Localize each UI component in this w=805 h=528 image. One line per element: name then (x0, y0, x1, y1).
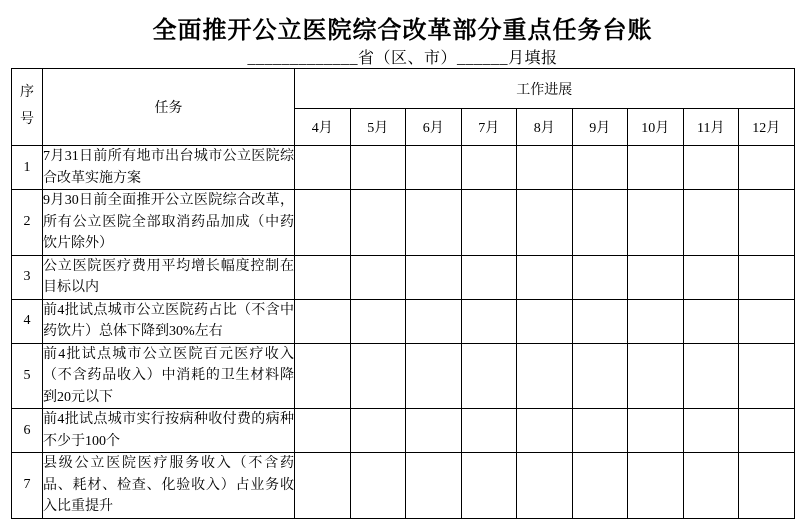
column-header-month-sep: 9月 (572, 109, 628, 146)
progress-cell (350, 453, 406, 519)
report-header-blanks: _____________省（区、市）______月填报 (247, 50, 558, 67)
task-text: 7月31日前所有地市出台城市公立医院综合改革实施方案 (43, 146, 295, 190)
progress-cell (628, 453, 684, 519)
progress-cell (572, 146, 628, 190)
progress-cell (461, 453, 517, 519)
row-number: 4 (12, 299, 43, 343)
row-number: 2 (12, 190, 43, 256)
table-row (12, 299, 795, 343)
progress-cell (628, 343, 684, 409)
row-number: 1 (12, 146, 43, 190)
progress-cell (461, 409, 517, 453)
progress-cell (517, 343, 573, 409)
progress-cell (628, 190, 684, 256)
task-text: 前4批试点城市公立医院百元医疗收入（不含药品收入）中消耗的卫生材料降到20元以下 (43, 343, 295, 409)
table-row (12, 453, 795, 519)
progress-cell (350, 409, 406, 453)
progress-cell (406, 453, 462, 519)
column-header-month-oct: 10月 (628, 109, 684, 146)
progress-cell (628, 255, 684, 299)
column-header-progress: 工作进展 (295, 69, 795, 109)
progress-cell (350, 299, 406, 343)
progress-cell (739, 453, 795, 519)
progress-cell (683, 409, 739, 453)
progress-cell (350, 343, 406, 409)
progress-cell (572, 343, 628, 409)
progress-cell (683, 299, 739, 343)
column-header-month-may: 5月 (350, 109, 406, 146)
progress-cell (517, 299, 573, 343)
column-header-month-jun: 6月 (406, 109, 462, 146)
progress-cell (406, 146, 462, 190)
progress-cell (517, 146, 573, 190)
column-header-month-nov: 11月 (683, 109, 739, 146)
table-row (12, 343, 795, 409)
row-number: 3 (12, 255, 43, 299)
progress-cell (739, 146, 795, 190)
progress-cell (739, 299, 795, 343)
table-row (12, 255, 795, 299)
progress-cell (295, 255, 351, 299)
task-text: 县级公立医院医疗服务收入（不含药品、耗材、检查、化验收入）占业务收入比重提升 (43, 453, 295, 519)
column-header-serial (12, 69, 43, 146)
progress-cell (572, 255, 628, 299)
progress-cell (406, 343, 462, 409)
progress-cell (683, 453, 739, 519)
progress-cell (295, 453, 351, 519)
progress-cell (406, 299, 462, 343)
table-row (12, 409, 795, 453)
progress-cell (517, 453, 573, 519)
column-header-month-apr: 4月 (295, 109, 351, 146)
progress-cell (517, 409, 573, 453)
column-header-month-dec: 12月 (739, 109, 795, 146)
progress-cell (295, 146, 351, 190)
progress-cell (683, 343, 739, 409)
progress-cell (350, 190, 406, 256)
table-row (12, 146, 795, 190)
progress-cell (739, 190, 795, 256)
progress-cell (461, 146, 517, 190)
progress-cell (406, 255, 462, 299)
progress-cell (572, 409, 628, 453)
progress-cell (739, 255, 795, 299)
document-title: 全面推开公立医院综合改革部分重点任务台账 (152, 18, 653, 44)
progress-cell (295, 190, 351, 256)
progress-cell (683, 190, 739, 256)
progress-cell (350, 146, 406, 190)
row-number: 5 (12, 343, 43, 409)
table-row (12, 190, 795, 256)
serial-header-label: 序号 (19, 85, 34, 127)
task-text: 9月30日前全面推开公立医院综合改革，所有公立医院全部取消药品加成（中药饮片除外） (43, 190, 295, 256)
progress-cell (628, 409, 684, 453)
progress-cell (683, 255, 739, 299)
progress-cell (683, 146, 739, 190)
progress-cell (739, 343, 795, 409)
progress-cell (572, 299, 628, 343)
column-header-task: 任务 (43, 69, 295, 146)
task-text: 前4批试点城市公立医院药占比（不含中药饮片）总体下降到30%左右 (43, 299, 295, 343)
row-number: 7 (12, 453, 43, 519)
progress-cell (628, 146, 684, 190)
progress-cell (517, 255, 573, 299)
progress-cell (461, 299, 517, 343)
progress-cell (406, 190, 462, 256)
progress-cell (295, 343, 351, 409)
progress-cell (461, 343, 517, 409)
progress-cell (295, 409, 351, 453)
progress-cell (572, 453, 628, 519)
progress-cell (461, 255, 517, 299)
progress-cell (572, 190, 628, 256)
progress-cell (406, 409, 462, 453)
row-number: 6 (12, 409, 43, 453)
column-header-month-aug: 8月 (517, 109, 573, 146)
progress-cell (517, 190, 573, 256)
task-text: 前4批试点城市实行按病种收付费的病种不少于100个 (43, 409, 295, 453)
progress-cell (739, 409, 795, 453)
column-header-month-jul: 7月 (461, 109, 517, 146)
progress-cell (628, 299, 684, 343)
progress-cell (295, 299, 351, 343)
task-text: 公立医院医疗费用平均增长幅度控制在目标以内 (43, 255, 295, 299)
progress-cell (350, 255, 406, 299)
progress-cell (461, 190, 517, 256)
task-ledger-table (11, 68, 795, 519)
